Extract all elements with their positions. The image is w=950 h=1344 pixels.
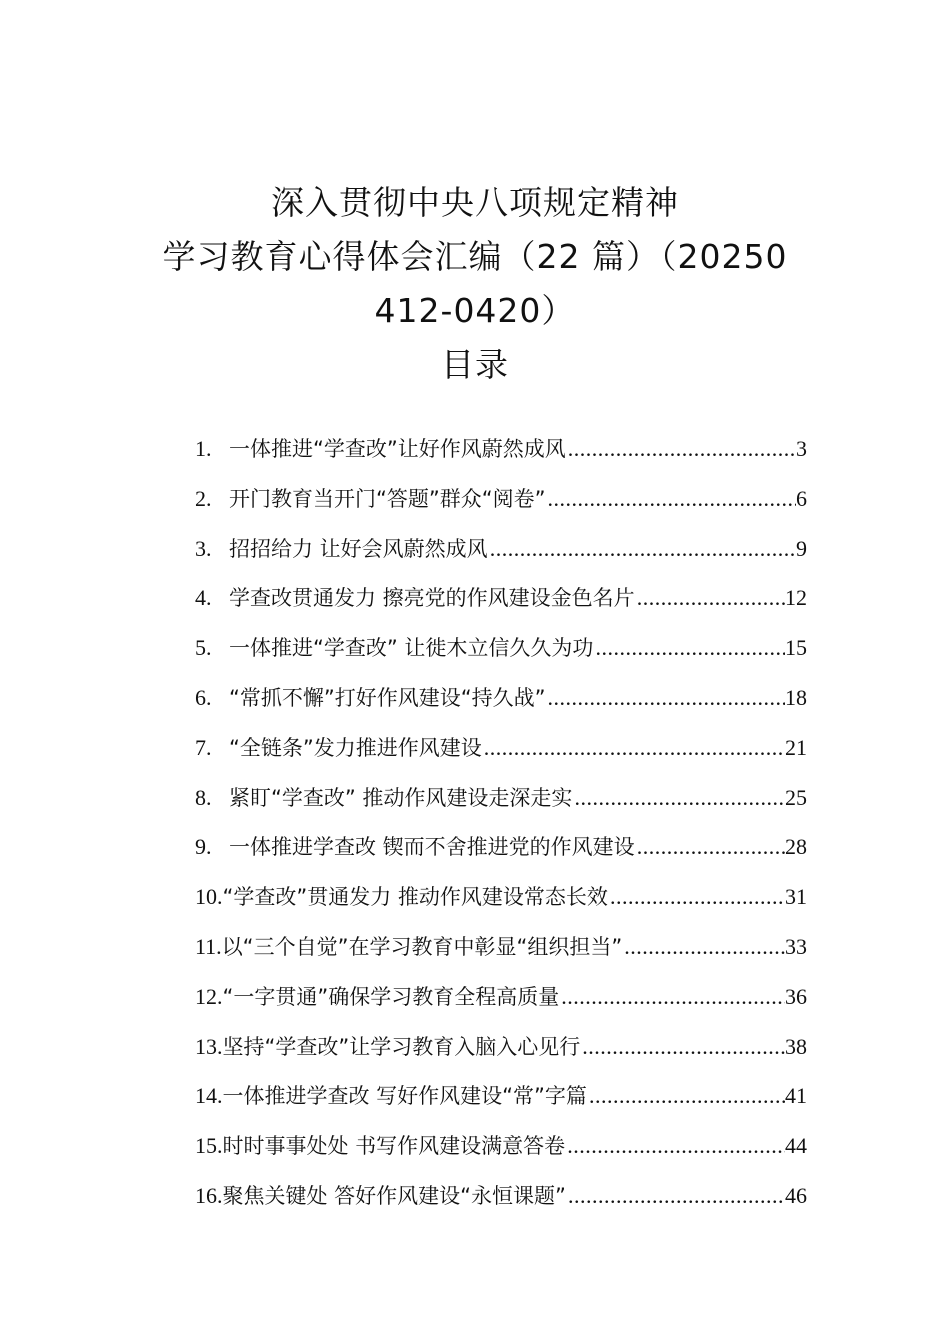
toc-entry-page-number: 44 [785,1133,807,1159]
toc-entry-page-number: 33 [785,933,807,959]
toc-entry-title: 聚焦关键处 答好作风建设“永恒课题” [222,1183,566,1208]
toc-entry-number: 6. [195,684,212,710]
toc-entry-page-number: 3 [796,436,807,461]
title-line-2: 学习教育心得体会汇编（22 篇）（20250 [162,237,788,276]
toc-dot-leader [637,573,785,623]
toc-entry[interactable] [195,1022,807,1072]
toc-dot-leader [637,822,785,872]
toc-entry-number: 3. [195,535,212,561]
toc-dot-leader [568,1171,785,1221]
toc-dot-leader [567,1121,785,1171]
toc-entry-number: 8. [195,784,212,810]
toc-entry-title: 以“三个自觉”在学习教育中彰显“组织担当” [221,934,623,959]
toc-entry-title: 学查改贯通发力 擦亮党的作风建设金色名片 [229,586,635,611]
toc-entry-title: 开门教育当开门“答题”群众“阅卷” [229,486,546,511]
toc-entry[interactable] [195,1121,807,1171]
toc-dot-leader [561,972,785,1022]
toc-entry-page-number: 31 [785,884,807,910]
title-line-1: 深入贯彻中央八项规定精神 [271,183,679,222]
toc-entry-title: 坚持“学查改”让学习教育入脑入心见行 [222,1034,581,1059]
toc-entry-number: 7. [195,734,212,760]
toc-entry-page-number: 41 [785,1083,807,1109]
toc-dot-leader [610,872,785,922]
toc-entry[interactable] [195,872,807,922]
toc-entry-number: 4. [195,585,212,611]
document-title [0,176,950,392]
toc-entry-page-number: 25 [785,784,807,810]
toc-entry-page-number: 28 [785,834,807,860]
toc-entry[interactable] [195,922,807,972]
toc-entry[interactable] [195,474,807,524]
toc-entry-number: 16. [195,1182,223,1208]
toc-entry[interactable] [195,1171,807,1221]
toc-dot-leader [484,723,785,773]
toc-dot-leader [624,922,785,972]
toc-entry-title: “常抓不懈”打好作风建设“持久战” [229,685,546,710]
toc-entry[interactable] [195,673,807,723]
toc-dot-leader [568,424,796,474]
toc-entry-number: 14. [195,1083,223,1109]
toc-entry[interactable] [195,623,807,673]
toc-entry[interactable] [195,573,807,623]
toc-entry[interactable] [195,822,807,872]
toc-entry-title: 紧盯“学查改” 推动作风建设走深走实 [229,785,573,810]
toc-entry-number: 12. [195,983,223,1009]
toc-entry-title: 一体推进学查改 写好作风建设“常”字篇 [222,1084,587,1109]
toc-entry-number: 5. [195,635,212,661]
toc-entry[interactable] [195,524,807,574]
toc-entry-title: 招招给力 让好会风蔚然成风 [229,536,488,561]
toc-entry-title: 时时事事处处 书写作风建设满意答卷 [222,1134,566,1159]
toc-entry-page-number: 46 [785,1182,807,1208]
toc-entry-page-number: 18 [785,684,807,710]
toc-entry-page-number: 6 [796,485,807,511]
toc-entry-page-number: 15 [785,635,807,661]
toc-entry-number: 9. [195,834,212,860]
toc-entry[interactable] [195,723,807,773]
toc-entry[interactable] [195,773,807,823]
toc-entry-title: “学查改”贯通发力 推动作风建设常态长效 [222,885,608,910]
toc-entry-number: 10. [195,884,223,910]
toc-entry-number: 15. [195,1133,223,1159]
toc-entry-number: 2. [195,485,212,511]
toc-entry-number: 1. [195,436,212,461]
toc-entry-title: “一字贯通”确保学习教育全程高质量 [222,984,560,1009]
toc-entry-page-number: 12 [785,585,807,611]
toc-entry[interactable] [195,1071,807,1121]
toc-dot-leader [589,1071,785,1121]
toc-entry-title: 一体推进“学查改” 让徙木立信久久为功 [229,636,594,661]
toc-dot-leader [548,474,796,524]
toc-dot-leader [548,673,785,723]
toc-dot-leader [490,524,796,574]
toc-entry-page-number: 36 [785,983,807,1009]
toc-entry-title: 一体推进“学查改”让好作风蔚然成风 [229,437,566,461]
toc-entry-number: 13. [195,1033,223,1059]
toc-dot-leader [582,1022,785,1072]
toc-entry-page-number: 9 [796,535,807,561]
toc-entry-title: “全链条”发力推进作风建设 [229,735,482,760]
toc-entry-page-number: 21 [785,734,807,760]
toc-entry-number: 11. [195,933,222,959]
title-line-3: 412-0420） [374,291,576,330]
toc-dot-leader [595,623,785,673]
toc-entry[interactable] [195,972,807,1022]
table-of-contents [195,424,807,1221]
toc-heading: 目录 [441,345,509,384]
toc-entry-title: 一体推进学查改 锲而不舍推进党的作风建设 [229,835,635,860]
toc-entry[interactable] [195,424,807,474]
toc-dot-leader [574,773,785,823]
toc-entry-page-number: 38 [785,1033,807,1059]
